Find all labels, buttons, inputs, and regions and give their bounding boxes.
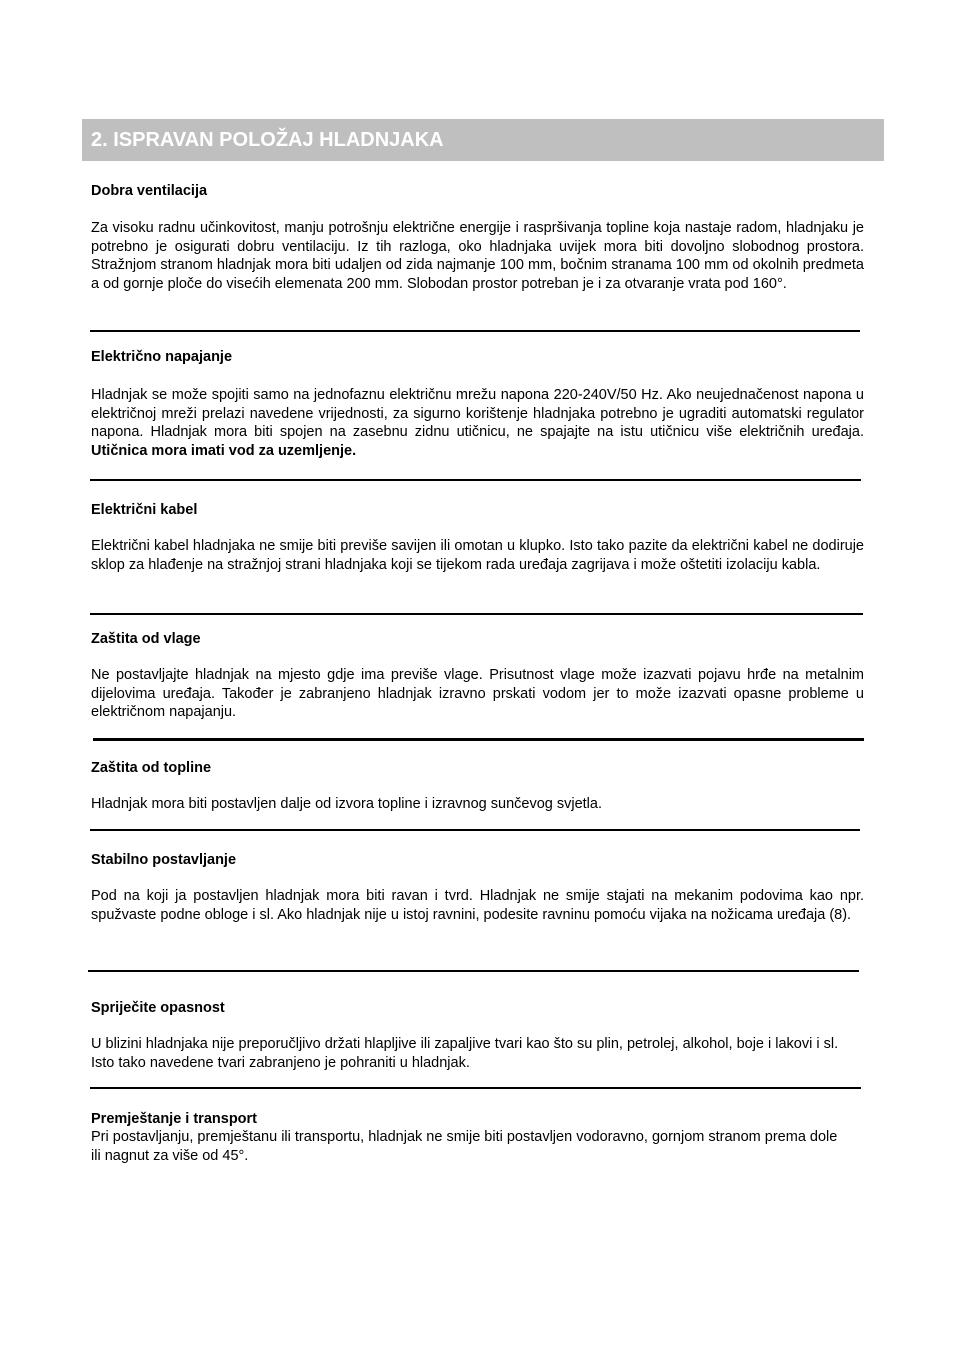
heading-premjestanje-i-transport: Premještanje i transport (91, 1111, 257, 1127)
heading-sprijecite-opasnost: Spriječite opasnost (91, 1000, 225, 1016)
paragraph-sprijecite-opasnost: U blizini hladnjaka nije preporučljivo držati hlapljive ili zapaljive tvari kao što su plin, petrolej, alkohol, boje i lakovi i sl. Isto tako navedene tvari zabranjeno je pohraniti u hladnjak. (91, 1036, 839, 1071)
paragraph-elektricni-kabel: Električni kabel hladnjaka ne smije biti previše savijen ili omotan u klupko. Isto tako pazite da električni kabel ne dodiruje sklop za hlađenje na stražnjoj strani hladnjaka koji se tijekom rada uređaja zagrijava i može oštetiti izolaciju kabla. (91, 538, 864, 573)
heading-elektricni-kabel: Električni kabel (91, 502, 198, 518)
divider (90, 330, 860, 332)
paragraph-premjestanje-i-transport: Pri postavljanju, premještanu ili transportu, hladnjak ne smije biti postavljen vodoravno, gornjom stranom prema dole ili nagnut za više od 45°. (91, 1129, 838, 1164)
heading-elektricno-napajanje: Električno napajanje (91, 349, 233, 365)
divider (93, 738, 864, 741)
paragraph-stabilno-postavljanje: Pod na koji ja postavljen hladnjak mora biti ravan i tvrd. Hladnjak ne smije stajati na mekanim podovima kao npr. spužvaste podne obloge i sl. Ako hladnjak nije u istoj ravnini, podesite ravninu pomoću vijaka na nožicama uređaja (8). (91, 888, 864, 923)
heading-zastita-od-topline: Zaštita od topline (91, 760, 212, 776)
paragraph-bold-warning: Utičnica mora imati vod za uzemljenje. (91, 442, 357, 459)
section-title: 2. ISPRAVAN POLOŽAJ HLADNJAKA (91, 129, 444, 151)
divider (90, 829, 860, 831)
paragraph-elektricno-napajanje (91, 386, 864, 460)
paragraph-zastita-od-topline: Hladnjak mora biti postavljen dalje od izvora topline i izravnog sunčevog svjetla. (91, 796, 602, 812)
heading-stabilno-postavljanje: Stabilno postavljanje (91, 852, 237, 868)
paragraph-text: Hladnjak se može spojiti samo na jednofaznu električnu mrežu napona 220-240V/50 Hz. Ako neujednačenost napona u električnoj mreži prelazi navedene vrijednosti, za sigurno korištenje hladnjaka potrebno je ugraditi automatski regulator napona. Hladnjak mora biti spojen na zasebnu zidnu utičnicu, ne spajajte na istu utičnicu više električnih uređaja. (91, 387, 864, 441)
section-header-bar (82, 119, 884, 161)
paragraph-zastita-od-vlage: Ne postavljajte hladnjak na mjesto gdje ima previše vlage. Prisutnost vlage može izazvati pojavu hrđe na metalnim dijelovima uređaja. Također je zabranjeno hladnjak izravno prskati vodom jer to može izazvati opasne probleme u električnom napajanju. (91, 667, 864, 721)
divider (90, 613, 863, 615)
heading-zastita-od-vlage: Zaštita od vlage (91, 631, 201, 647)
heading-dobra-ventilacija: Dobra ventilacija (91, 183, 208, 199)
divider (90, 479, 861, 481)
divider (90, 1087, 861, 1089)
divider (88, 970, 859, 972)
paragraph-dobra-ventilacija: Za visoku radnu učinkovitost, manju potrošnju električne energije i raspršivanja topline koja nastaje radom, hladnjaku je potrebno je osigurati dobru ventilaciju. Iz tih razloga, oko hladnjaka uvijek mora biti dovoljno slobodnog prostora. Stražnjom stranom hladnjak mora biti udaljen od zida najmanje 100 mm, bočnim stranama 100 mm od okolnih predmeta a od gornje ploče do visećih elemenata 200 mm. Slobodan prostor potreban je i za otvaranje vrata pod 160°. (91, 220, 864, 292)
